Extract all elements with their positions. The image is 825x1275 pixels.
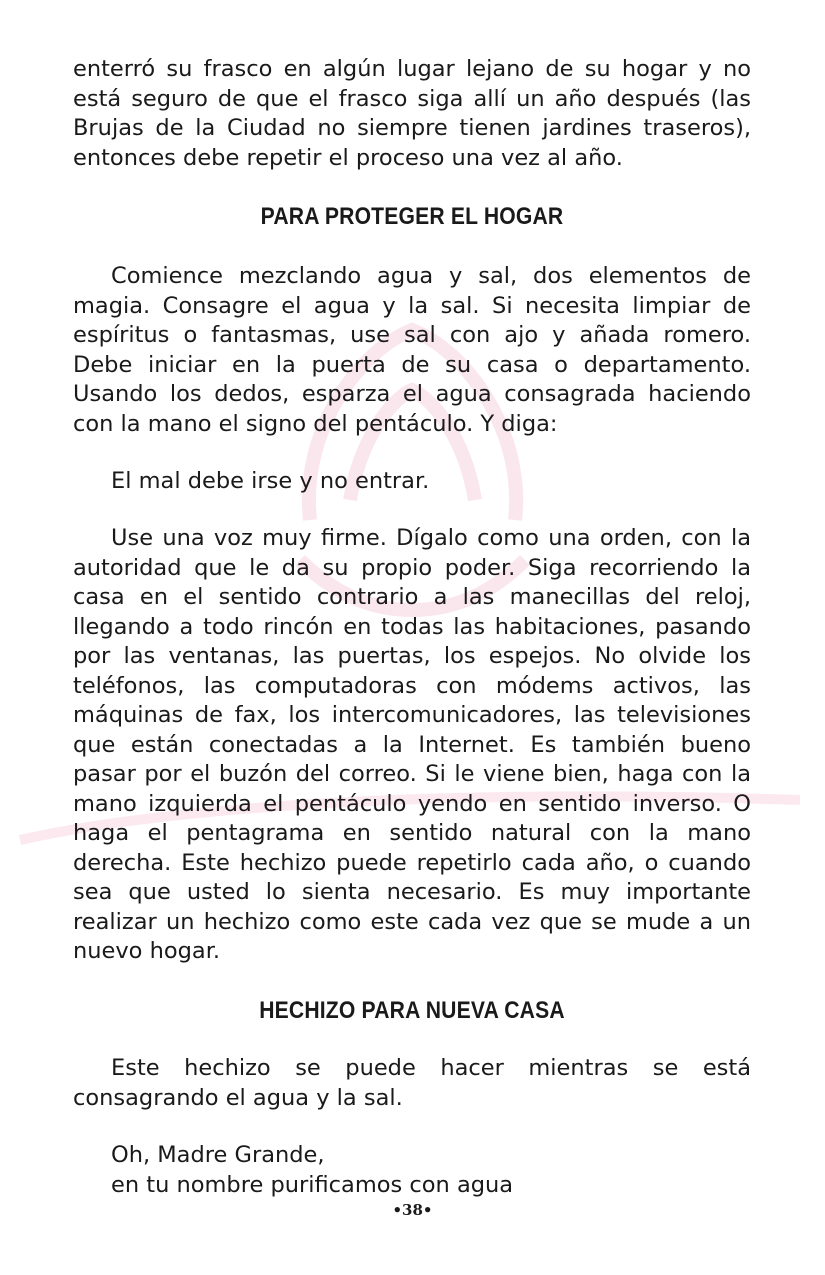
invocation-verse <box>111 1141 513 1200</box>
paragraph-new-home <box>73 1054 751 1113</box>
heading-new-home-spell: HECHIZO PARA NUEVA CASA <box>259 997 565 1024</box>
page-number: •38• <box>392 1201 433 1219</box>
paragraph-intro-text: enterró su frasco en algún lugar lejano de su hogar y no está seguro de que el frasco siga allí un año después (las Brujas de la Ciudad no siempre tienen jardines traseros), entonces debe repetir el proceso una vez al año. <box>73 56 751 171</box>
paragraph-protect-2-text: Use una voz muy firme. Dígalo como una orden, con la autoridad que le da su propio poder. Siga recorriendo la casa en el sentido contrario a las manecillas del reloj, llegando a todo rincón en todas las habitaciones, pasando por las ventanas, las puertas, los espejos. No olvide los teléfonos, las computadoras con módems activos, las máquinas de fax, los intercomunicadores, las televisiones que están conectadas a la Internet. Es también bueno pasar por el buzón del correo. Si le viene bien, haga con la mano izquierda el pentáculo yendo en sentido inverso. O haga el pentagrama en sentido natural con la mano derecha. Este hechizo puede repetirlo cada año, o cuando sea que usted lo sienta necesario. Es muy importante realizar un hechizo como este cada vez que se mude a un nuevo hogar. <box>73 525 751 964</box>
paragraph-protect-1 <box>73 262 751 439</box>
verse-line-1: Oh, Madre Grande, <box>111 1142 325 1168</box>
paragraph-protect-1-text: Comience mezclando agua y sal, dos elementos de magia. Consagre el agua y la sal. Si necesita limpiar de espíritus o fantasmas, use sal con ajo y añada romero. Debe iniciar en la puerta de su casa o departamento. Usando los dedos, esparza el agua consagrada haciendo con la mano el signo del pentáculo. Y diga: <box>73 263 751 437</box>
chant-text: El mal debe irse y no entrar. <box>111 468 430 494</box>
verse-line-2: en tu nombre purificamos con agua <box>111 1171 514 1198</box>
paragraph-new-home-text: Este hechizo se puede hacer mientras se está consagrando el agua y la sal. <box>73 1055 751 1111</box>
paragraph-intro <box>73 55 751 173</box>
heading-protect-home: PARA PROTEGER EL HOGAR <box>260 203 564 230</box>
chant-line <box>111 467 429 497</box>
paragraph-protect-2 <box>73 524 751 967</box>
